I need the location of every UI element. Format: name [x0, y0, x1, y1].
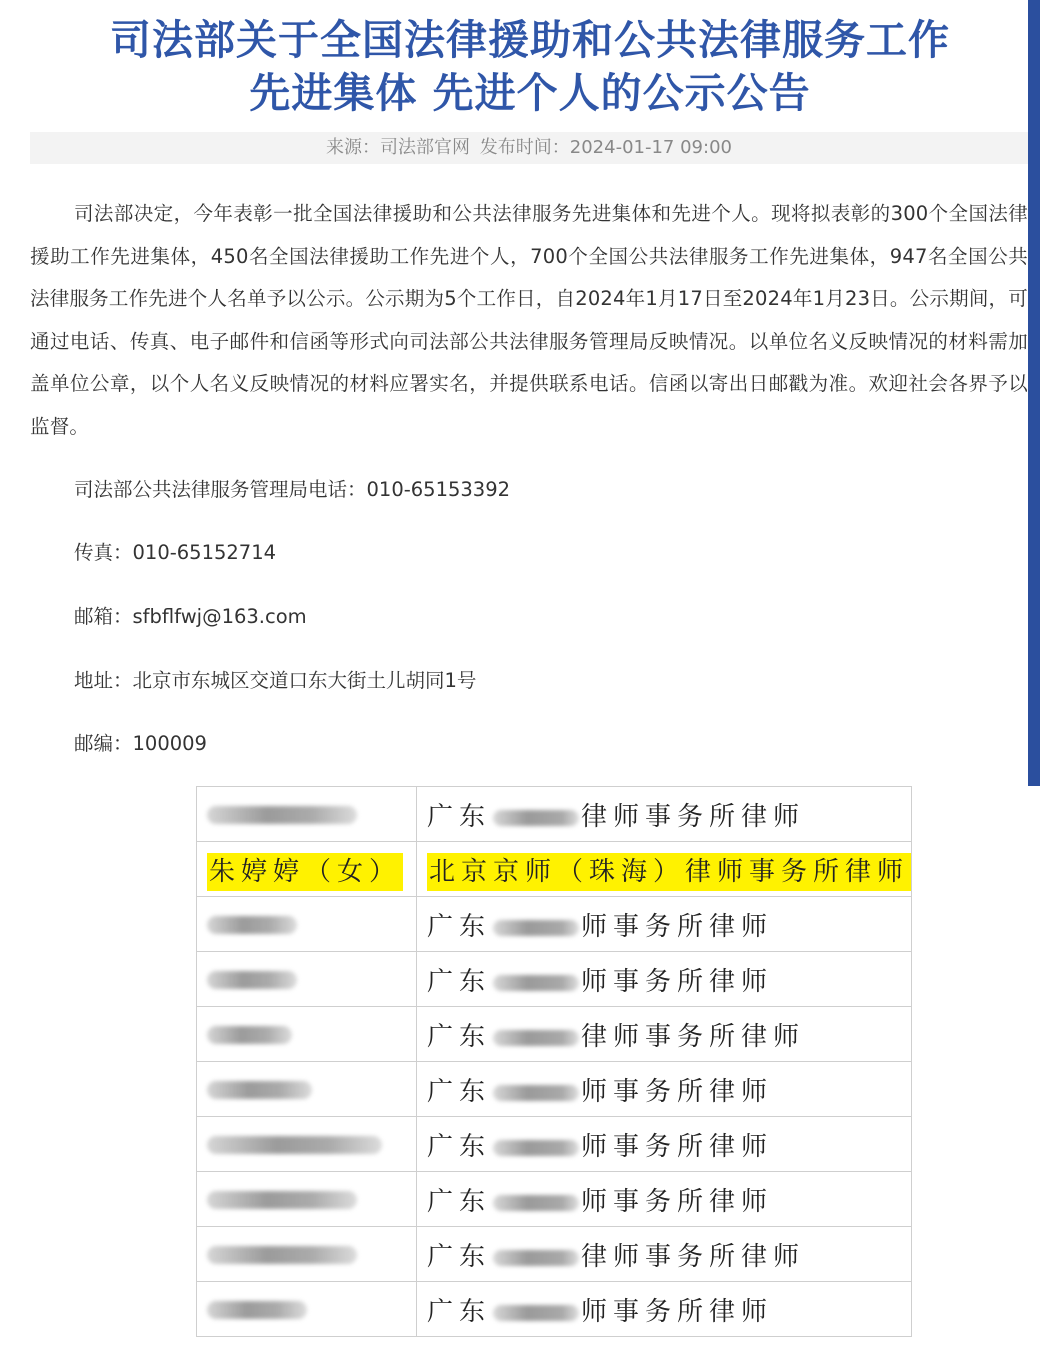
org-cell: 广东 师事务所律师	[416, 897, 911, 952]
redaction-blur	[493, 1195, 579, 1211]
org-cell: 广东 律师事务所律师	[416, 1007, 911, 1062]
redaction-blur	[493, 1030, 579, 1046]
contact-phone: 司法部公共法律服务管理局电话：010-65153392	[74, 478, 511, 501]
redaction-blur	[493, 1140, 579, 1156]
table-row	[197, 897, 912, 952]
highlighted-org: 北京京师（珠海）律师事务所律师	[427, 853, 911, 891]
table-row	[197, 1062, 912, 1117]
table-row	[197, 1227, 912, 1282]
org-cell: 广东 师事务所律师	[416, 1062, 911, 1117]
article-body: 司法部决定，今年表彰一批全国法律援助和公共法律服务先进集体和先进个人。现将拟表彰的300个全国法律援助工作先进集体，450名全国法律援助工作先进个人，700个全国公共法律服务工作先进集体，947名全国公共法律服务工作先进个人名单予以公示。公示期为5个工作日，自2024年1月17日至2024年1月23日。公示期间，可通过电话、传真、电子邮件和信函等形式向司法部公共法律服务管理局反映情况。以单位名义反映情况的材料需加盖单位公章，以个人名义反映情况的材料应署实名，并提供联系电话。信函以寄出日邮戳为准。欢迎社会各界予以监督。	[30, 202, 1028, 438]
name-cell-redacted	[197, 1007, 417, 1062]
redaction-blur	[207, 1246, 357, 1264]
redaction-blur	[493, 1250, 579, 1266]
redaction-blur	[493, 920, 579, 936]
name-list-table	[196, 786, 912, 1337]
org-cell: 广东 律师事务所律师	[416, 1227, 911, 1282]
redaction-blur	[207, 1301, 307, 1319]
redaction-blur	[207, 1136, 382, 1154]
contact-fax: 传真：010-65152714	[74, 541, 277, 564]
org-cell: 广东 师事务所律师	[416, 1172, 911, 1227]
org-cell: 广东 律师事务所律师	[416, 787, 911, 842]
name-cell-redacted	[197, 1117, 417, 1172]
publish-time: 发布时间：2024-01-17 09:00	[479, 137, 732, 158]
name-cell-redacted	[197, 897, 417, 952]
redaction-blur	[493, 1085, 579, 1101]
name-cell-redacted	[197, 1062, 417, 1117]
redaction-blur	[207, 1026, 292, 1044]
org-cell: 广东 师事务所律师	[416, 952, 911, 1007]
redaction-blur	[493, 975, 579, 991]
table-row	[197, 1007, 912, 1062]
page-edge-bar	[1028, 0, 1040, 786]
name-cell-redacted	[197, 1172, 417, 1227]
table-row	[197, 1282, 912, 1337]
table-row	[197, 787, 912, 842]
redaction-blur	[207, 916, 297, 934]
name-cell	[197, 842, 417, 897]
name-cell-redacted	[197, 1227, 417, 1282]
org-cell	[416, 842, 911, 897]
org-cell: 广东 师事务所律师	[416, 1117, 911, 1172]
redaction-blur	[493, 810, 579, 826]
name-cell-redacted	[197, 1282, 417, 1337]
contact-address: 地址：北京市东城区交道口东大街土儿胡同1号	[74, 669, 477, 692]
org-cell: 广东 师事务所律师	[416, 1282, 911, 1337]
contact-email: 邮箱：sfbflfwj@163.com	[74, 605, 307, 628]
title-line-1: 司法部关于全国法律援助和公共法律服务工作	[110, 16, 950, 64]
highlighted-name: 朱婷婷（女）	[207, 853, 403, 891]
name-cell-redacted	[197, 787, 417, 842]
page-title	[40, 14, 1020, 120]
redaction-blur	[207, 1081, 312, 1099]
title-line-2: 先进集体 先进个人的公示公告	[249, 69, 811, 117]
table-row	[197, 1117, 912, 1172]
name-cell-redacted	[197, 952, 417, 1007]
redaction-blur	[207, 971, 297, 989]
contact-postcode: 邮编：100009	[74, 732, 207, 755]
redaction-blur	[493, 1305, 579, 1321]
table-row	[197, 952, 912, 1007]
article-meta	[30, 132, 1028, 164]
meta-bar	[30, 132, 1028, 164]
table-row-highlighted	[197, 842, 912, 897]
source-label: 来源：司法部官网	[326, 137, 471, 158]
redaction-blur	[207, 1191, 357, 1209]
table-row	[197, 1172, 912, 1227]
redaction-blur	[207, 806, 357, 824]
